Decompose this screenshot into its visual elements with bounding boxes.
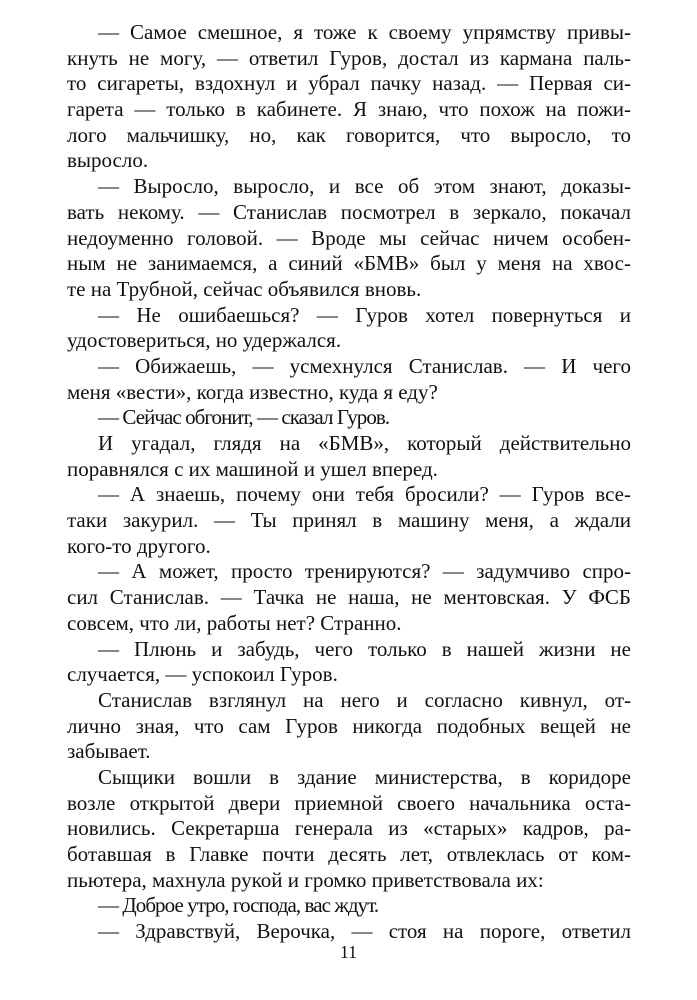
text-line: пьютера, махнула рукой и громко приветствовала их: bbox=[67, 867, 544, 892]
text-line: новились. Секретарша генерала из «старых» кадров, ра- bbox=[67, 816, 631, 841]
text-line: — Плюнь и забудь, чего только в нашей жизни не bbox=[98, 636, 631, 661]
text-line: сил Станислав. — Тачка не наша, не ментовская. У ФСБ bbox=[67, 585, 631, 610]
text-line: — Здравствуй, Верочка, — стоя на пороге, ответил bbox=[98, 919, 631, 944]
text-line: лого мальчишку, но, как говорится, что выросло, то bbox=[67, 122, 631, 147]
text-line: — Выросло, выросло, и все об этом знают, доказы- bbox=[98, 174, 631, 199]
text-line: удостовериться, но удержался. bbox=[67, 328, 342, 353]
text-line: вать некому. — Станислав посмотрел в зеркало, покачал bbox=[67, 199, 631, 224]
text-line: недоуменно головой. — Вроде мы сейчас ничем особен- bbox=[67, 225, 631, 250]
text-line: И угадал, глядя на «БМВ», который действительно bbox=[98, 431, 631, 455]
text-line: ботавшая в Главке почти десять лет, отвлеклась от ком- bbox=[67, 842, 631, 866]
text-line: забывает. bbox=[67, 739, 151, 764]
text-line: — Обижаешь, — усмехнулся Станислав. — И чего bbox=[98, 353, 631, 378]
text-line: поравнялся с их машиной и ушел вперед. bbox=[67, 456, 438, 481]
text-line: — Сейчас обгонит, — сказал Гуров. bbox=[98, 405, 390, 430]
text-line: таки закурил. — Ты принял в машину меня, а ждали bbox=[67, 508, 631, 533]
text-line: лично зная, что сам Гуров никогда подобных вещей не bbox=[67, 713, 631, 738]
text-line: то сигареты, вздохнул и убрал пачку назад. — Первая си- bbox=[67, 71, 631, 96]
text-line: те на Трубной, сейчас объявился вновь. bbox=[67, 276, 422, 301]
book-page-text bbox=[67, 20, 631, 945]
text-line: выросло. bbox=[67, 148, 149, 173]
text-line: кнуть не могу, — ответил Гуров, достал из кармана паль- bbox=[67, 45, 631, 70]
text-line: — Доброе утро, господа, вас ждут. bbox=[98, 893, 379, 918]
text-line: — А знаешь, почему они тебя бросили? — Гуров все- bbox=[98, 482, 631, 507]
text-line: гарета — только в кабинете. Я знаю, что похож на пожи- bbox=[67, 97, 631, 122]
text-line: случается, — успокоил Гуров. bbox=[67, 662, 338, 687]
page-number: 11 bbox=[339, 942, 358, 962]
text-line: — А может, просто тренируются? — задумчиво спро- bbox=[98, 559, 631, 584]
text-line: Станислав взглянул на него и согласно кивнул, от- bbox=[98, 687, 631, 712]
text-line: совсем, что ли, работы нет? Странно. bbox=[67, 610, 402, 635]
text-line: меня «вести», когда известно, куда я еду? bbox=[67, 379, 438, 404]
text-line: — Самое смешное, я тоже к своему упрямству привы- bbox=[98, 20, 631, 44]
text-line: — Не ошибаешься? — Гуров хотел повернуться и bbox=[98, 302, 631, 327]
text-line: ным не занимаемся, а синий «БМВ» был у меня на хвос- bbox=[67, 251, 631, 276]
text-line: Сыщики вошли в здание министерства, в коридоре bbox=[98, 764, 631, 789]
text-line: кого-то другого. bbox=[67, 533, 211, 558]
text-line: возле открытой двери приемной своего начальника оста- bbox=[67, 790, 631, 815]
